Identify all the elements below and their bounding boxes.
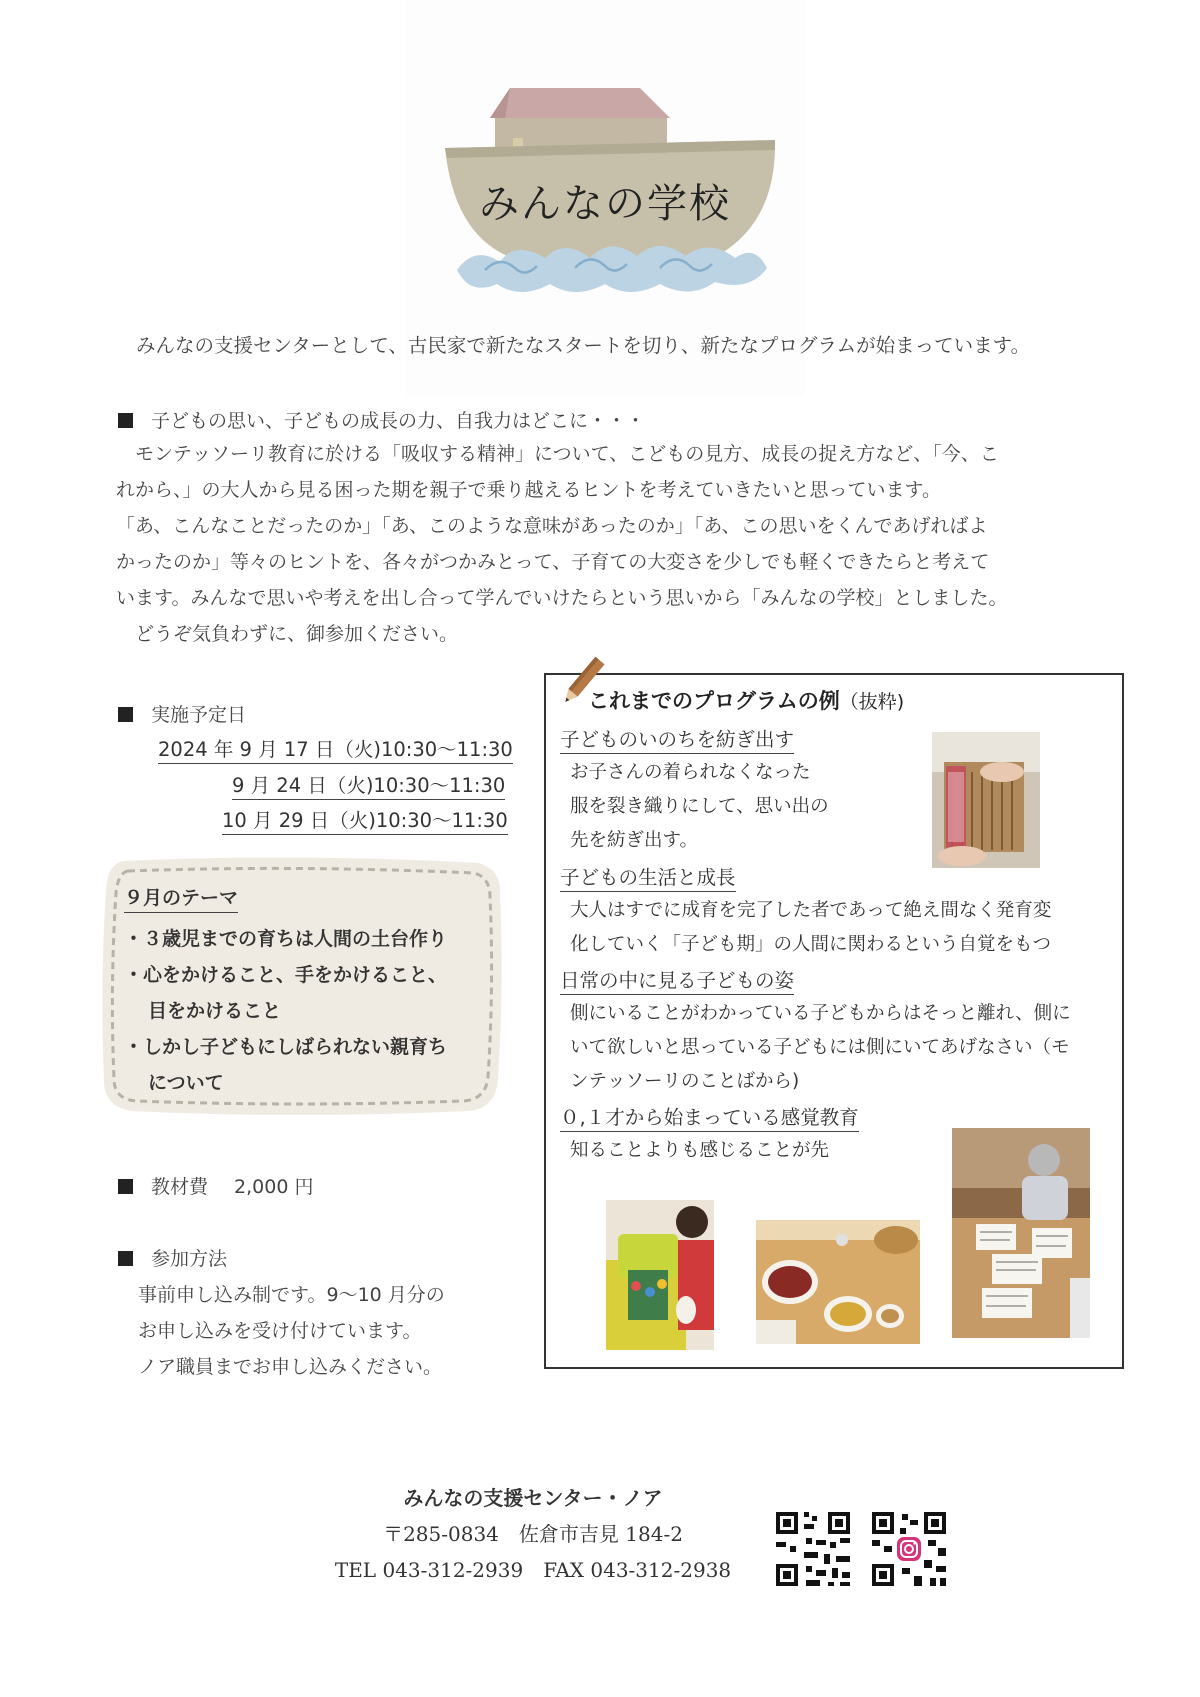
programs-heading-sub: （抜粋) (839, 691, 905, 713)
program-title-2: 子どもの生活と成長 (560, 862, 736, 892)
square-bullet-icon (118, 1251, 133, 1266)
program-title-1: 子どものいのちを紡ぎ出す (560, 724, 794, 754)
section-body-thoughts: モンテッソーリ教育に於ける「吸収する精神」について、こどもの見方、成長の捉え方など、「今、こ れから、」の大人から見る困った期を親子で乗り越えるヒントを考えていきたいと思っています。 「あ、こんなことだったのか」「あ、このような意味があったのか」「あ、この思いをくんであげればよ かったのか」等々のヒントを、各々がつかみとって、子育ての大変さを少しでも軽くできたらと考えて います。みんなで思いや考えを出し合って学んでいけたらという思いから「みんなの学校」としました。 どうぞ気負わずに、御参加ください。 (116, 443, 1008, 645)
join-body: 事前申し込み制です。9～10 月分の お申し込みを受け付けています。 ノア職員までお申し込みください。 (138, 1284, 445, 1378)
theme-bullet: ・心をかけること、手をかけること、 (124, 964, 448, 986)
fee-value: 2,000 円 (234, 1176, 314, 1198)
qr-code-icon[interactable] (770, 1506, 856, 1592)
intro-text: みんなの支援センターとして、古民家で新たなスタートを切り、新たなプログラムが始まっています。 (136, 334, 1031, 357)
program-title-3: 日常の中に見る子どもの姿 (560, 965, 794, 995)
theme-bullet: ・しかし子どもにしばられない親育ち (124, 1036, 448, 1058)
phone-fax: TEL 043-312-2939 FAX 043-312-2938 (334, 1558, 732, 1582)
theme-bullet-cont: について (148, 1072, 224, 1094)
square-bullet-icon (118, 1179, 133, 1194)
footer-contact (300, 1480, 766, 1588)
ark-roof (490, 88, 670, 118)
programs-heading: これまでのプログラムの例（抜粋) (588, 689, 905, 713)
schedule-date-1: 2024 年 9 月 17 日（火)10:30～11:30 (158, 734, 513, 764)
program-desc-4: 知ることよりも感じることが先 (570, 1140, 830, 1161)
teacher-table-photo (952, 1128, 1090, 1338)
section-heading-thoughts: 子どもの思い、子どもの成長の力、自我力はどこに・・・ (118, 406, 645, 433)
schedule-date-2: 9 月 24 日（火)10:30～11:30 (232, 770, 505, 800)
square-bullet-icon (118, 413, 133, 428)
address: 〒285-0834 佐倉市吉見 184-2 (383, 1522, 683, 1546)
section-heading-schedule: 実施予定日 (118, 700, 246, 727)
theme-content (124, 880, 504, 1101)
schedule-date-3: 10 月 29 日（火)10:30～11:30 (222, 805, 508, 835)
child-play-photo (606, 1200, 714, 1350)
org-name: みんなの支援センター・ノア (403, 1486, 663, 1510)
program-title-4: ０,１才から始まっている感覚教育 (560, 1102, 859, 1132)
instagram-qr-code-icon[interactable] (866, 1506, 952, 1592)
program-desc-3: 側にいることがわかっている子どもからはそっと離れ、側に いて欲しいと思っている子どもには側にいてあげなさい（モ ンテッソーリのことばから) (570, 1003, 1071, 1092)
program-desc-1: お子さんの着られなくなった 服を裂き織りにして、思い出の 先を紡ぎ出す。 (570, 762, 829, 851)
section-heading-join: 参加方法 (118, 1244, 227, 1271)
weaving-photo (932, 732, 1040, 868)
theme-bullet-cont: 目をかけること (148, 1000, 282, 1022)
page-title: みんなの学校 (479, 181, 731, 227)
theme-title: ９月のテーマ (124, 884, 238, 913)
beans-photo (756, 1220, 920, 1344)
square-bullet-icon (118, 707, 133, 722)
theme-bullet: ・３歳児までの育ちは人間の土台作り (124, 928, 448, 950)
program-desc-2: 大人はすでに成育を完了した者であって絶え間なく発育変 化していく「子ども期」の人間に関わるという自覚をもつ (570, 900, 1052, 955)
section-heading-fee: 教材費 2,000 円 (118, 1172, 313, 1199)
